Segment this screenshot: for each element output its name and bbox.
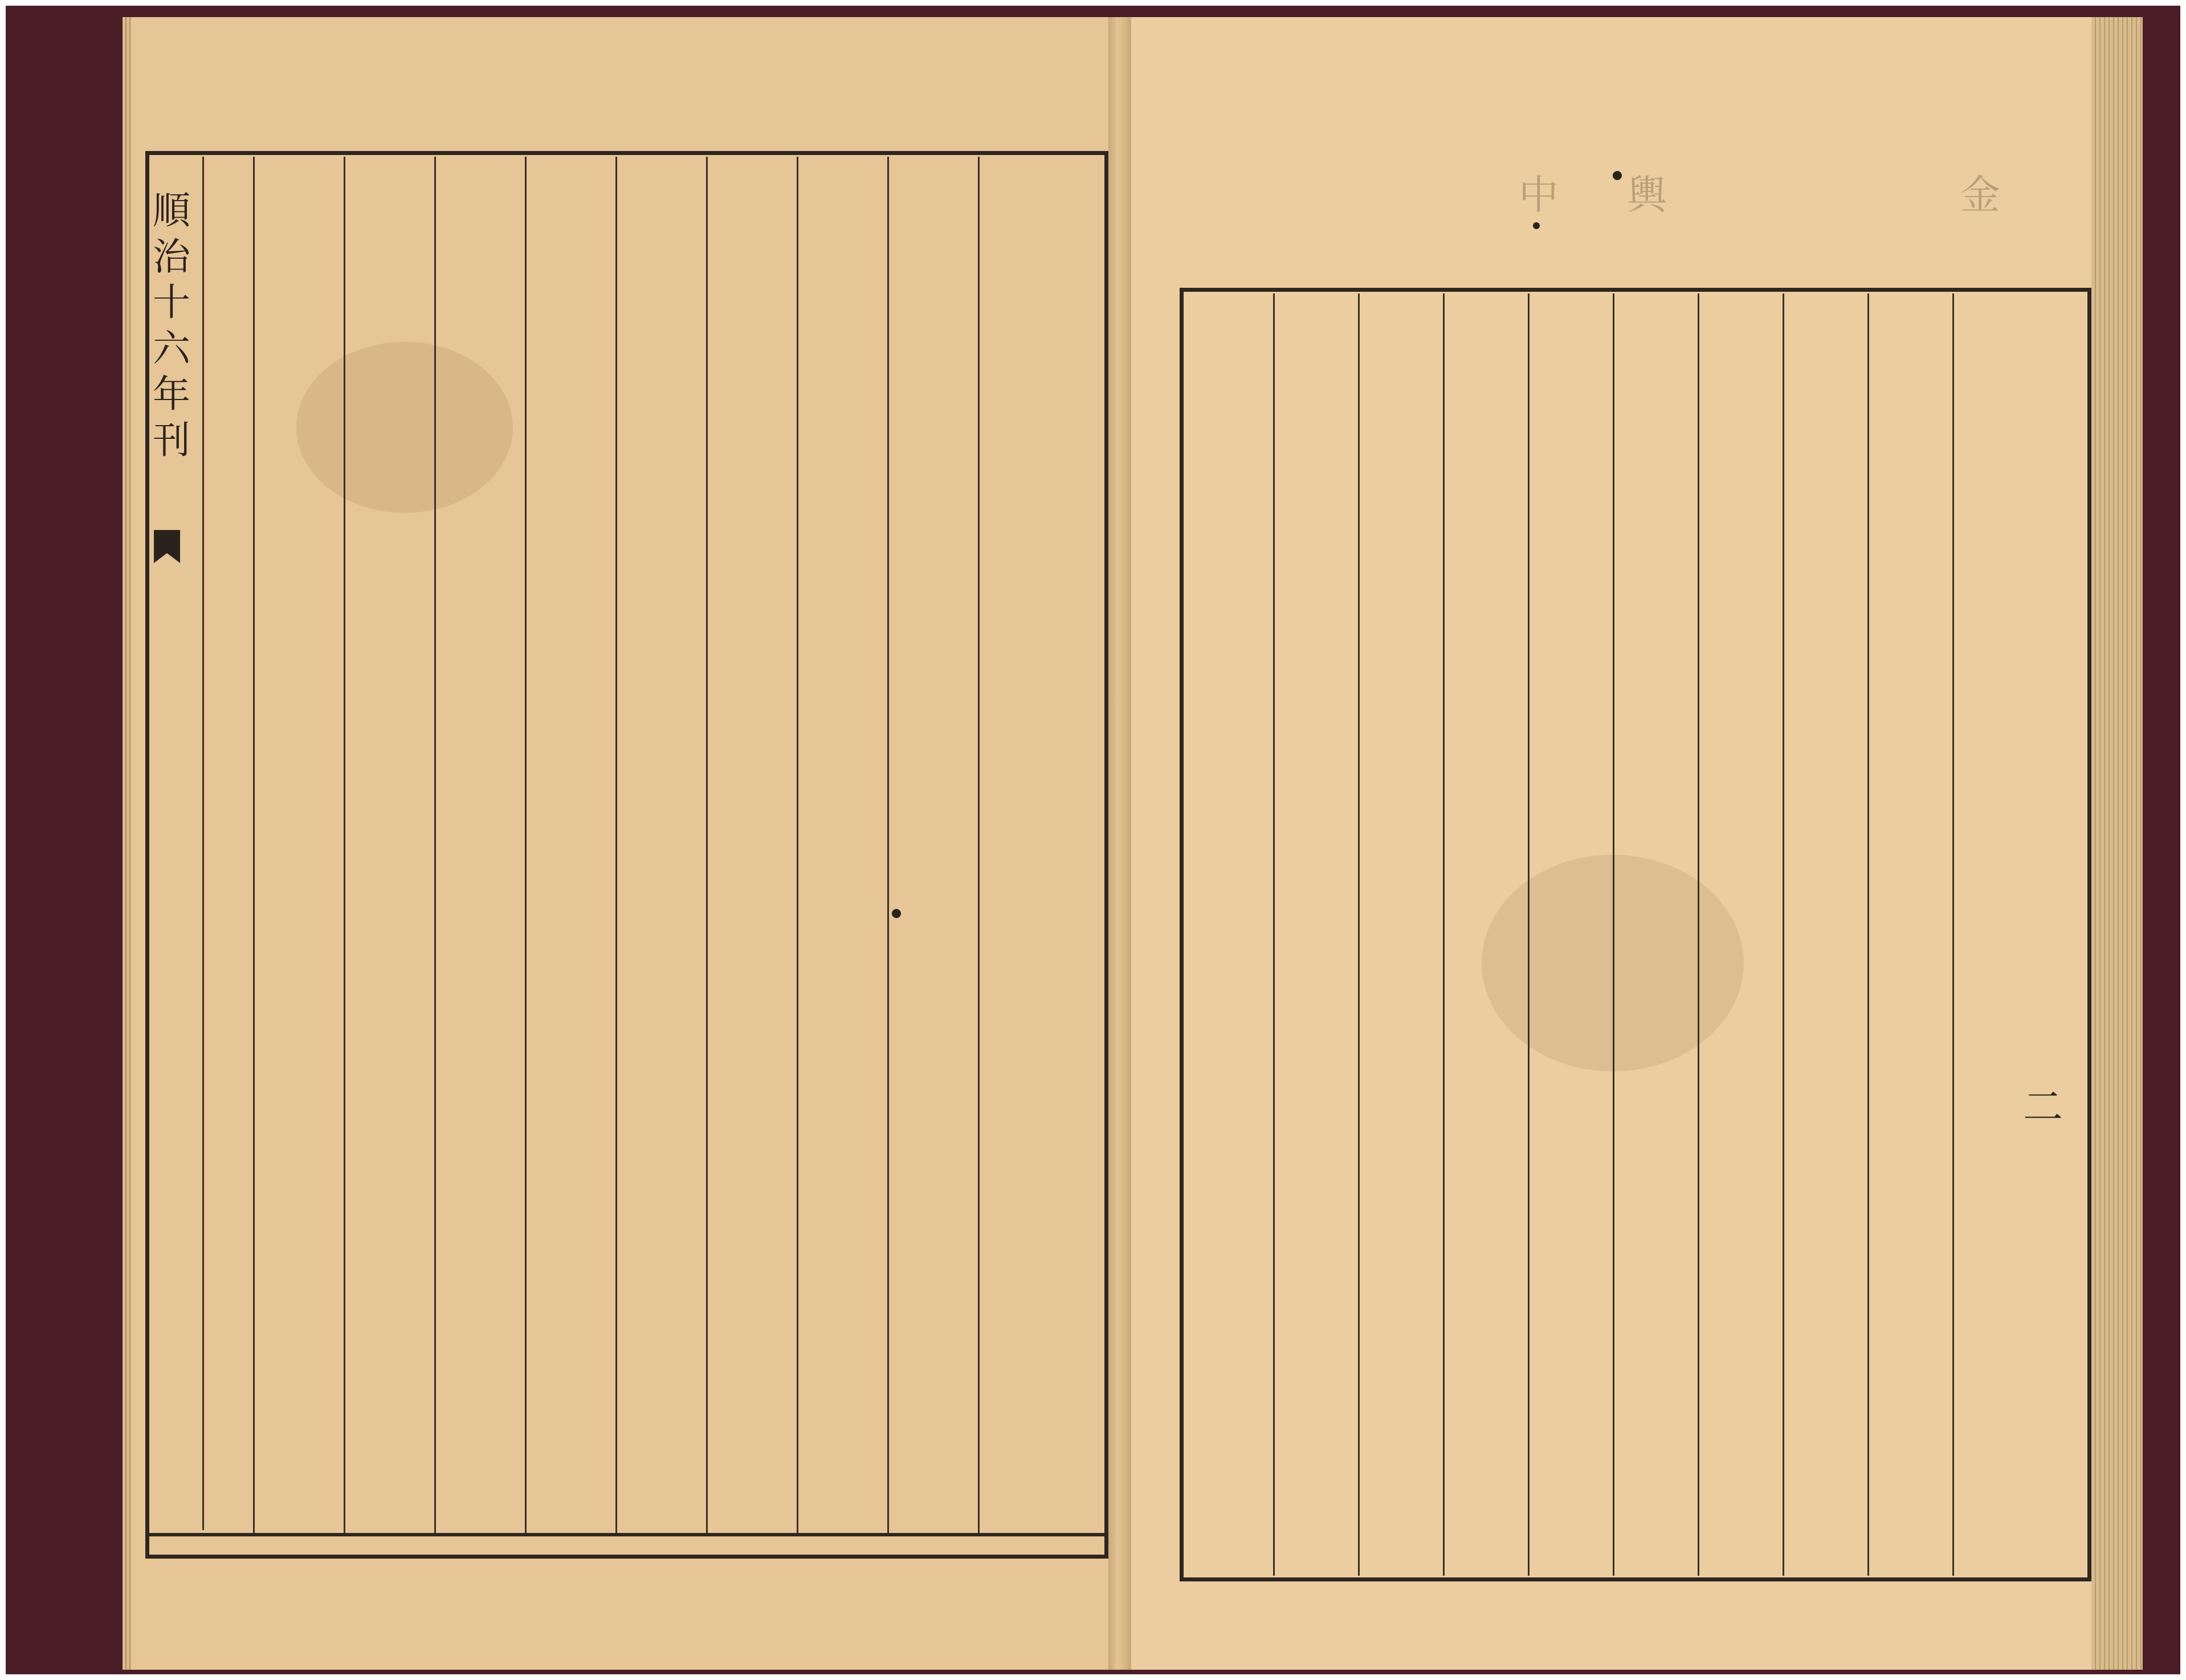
column-rule <box>1783 293 1784 1576</box>
right_page-text-column <box>1531 319 1609 1550</box>
right_page-text-column <box>1276 319 1355 1550</box>
right-page-edges <box>2091 17 2143 1670</box>
column-rule <box>1613 293 1614 1576</box>
folio-number: 二 <box>2023 1083 2063 1130</box>
left_page-text-column <box>166 182 250 1516</box>
left_page-text-column <box>619 182 703 1516</box>
left_page-text-column <box>709 182 793 1516</box>
edition-char: 十 <box>153 280 190 325</box>
left_page-text-column <box>800 182 884 1516</box>
bleed-through-text: 金 <box>1960 172 2000 218</box>
right_page-text-column <box>1616 319 1694 1550</box>
edition-char: 年 <box>153 372 190 417</box>
column-rule <box>1273 293 1275 1576</box>
column-rule <box>1952 293 1954 1576</box>
bleed-through-text: 輿 <box>1627 172 1667 218</box>
right_page-text-column <box>1701 319 1779 1550</box>
edition-char: 治 <box>153 234 190 279</box>
column-rule <box>1358 293 1360 1576</box>
left_page-text-column <box>981 182 1065 1516</box>
ink-dot <box>892 909 901 918</box>
ink-dot <box>1613 171 1622 180</box>
column-rule <box>978 157 980 1533</box>
column-rule <box>344 157 345 1533</box>
column-rule <box>887 157 889 1533</box>
bleed-through-text: 中 <box>1519 172 1559 218</box>
right_page-text-column <box>1446 319 1524 1550</box>
column-rule <box>1698 293 1699 1576</box>
column-rule <box>706 157 708 1533</box>
right_page-text-column <box>1361 319 1439 1550</box>
column-rule <box>797 157 798 1533</box>
right_page-text-column <box>1192 319 1270 1550</box>
book-gutter <box>1108 17 1131 1670</box>
edition-char: 六 <box>153 326 190 370</box>
column-rule <box>615 157 617 1533</box>
left_page-text-column <box>438 182 521 1516</box>
column-rule <box>434 157 436 1533</box>
edition-char: 順 <box>153 189 190 233</box>
column-rule <box>525 157 527 1533</box>
right_page-text-column <box>1956 319 2034 1550</box>
column-rule <box>1443 293 1445 1576</box>
left_page-text-column <box>347 182 431 1516</box>
column-rule <box>1528 293 1530 1576</box>
column-rule <box>1867 293 1869 1576</box>
column-rule <box>253 157 255 1533</box>
left_page-text-column <box>256 182 340 1516</box>
right_page-text-column <box>1786 319 1864 1550</box>
left_page-text-column <box>891 182 974 1516</box>
right_page-text-column <box>1871 319 1949 1550</box>
ink-dot <box>1533 222 1540 229</box>
edition-char: 刊 <box>153 418 190 462</box>
left-bottom-rule <box>145 1533 1108 1536</box>
left_page-text-column <box>528 182 612 1516</box>
